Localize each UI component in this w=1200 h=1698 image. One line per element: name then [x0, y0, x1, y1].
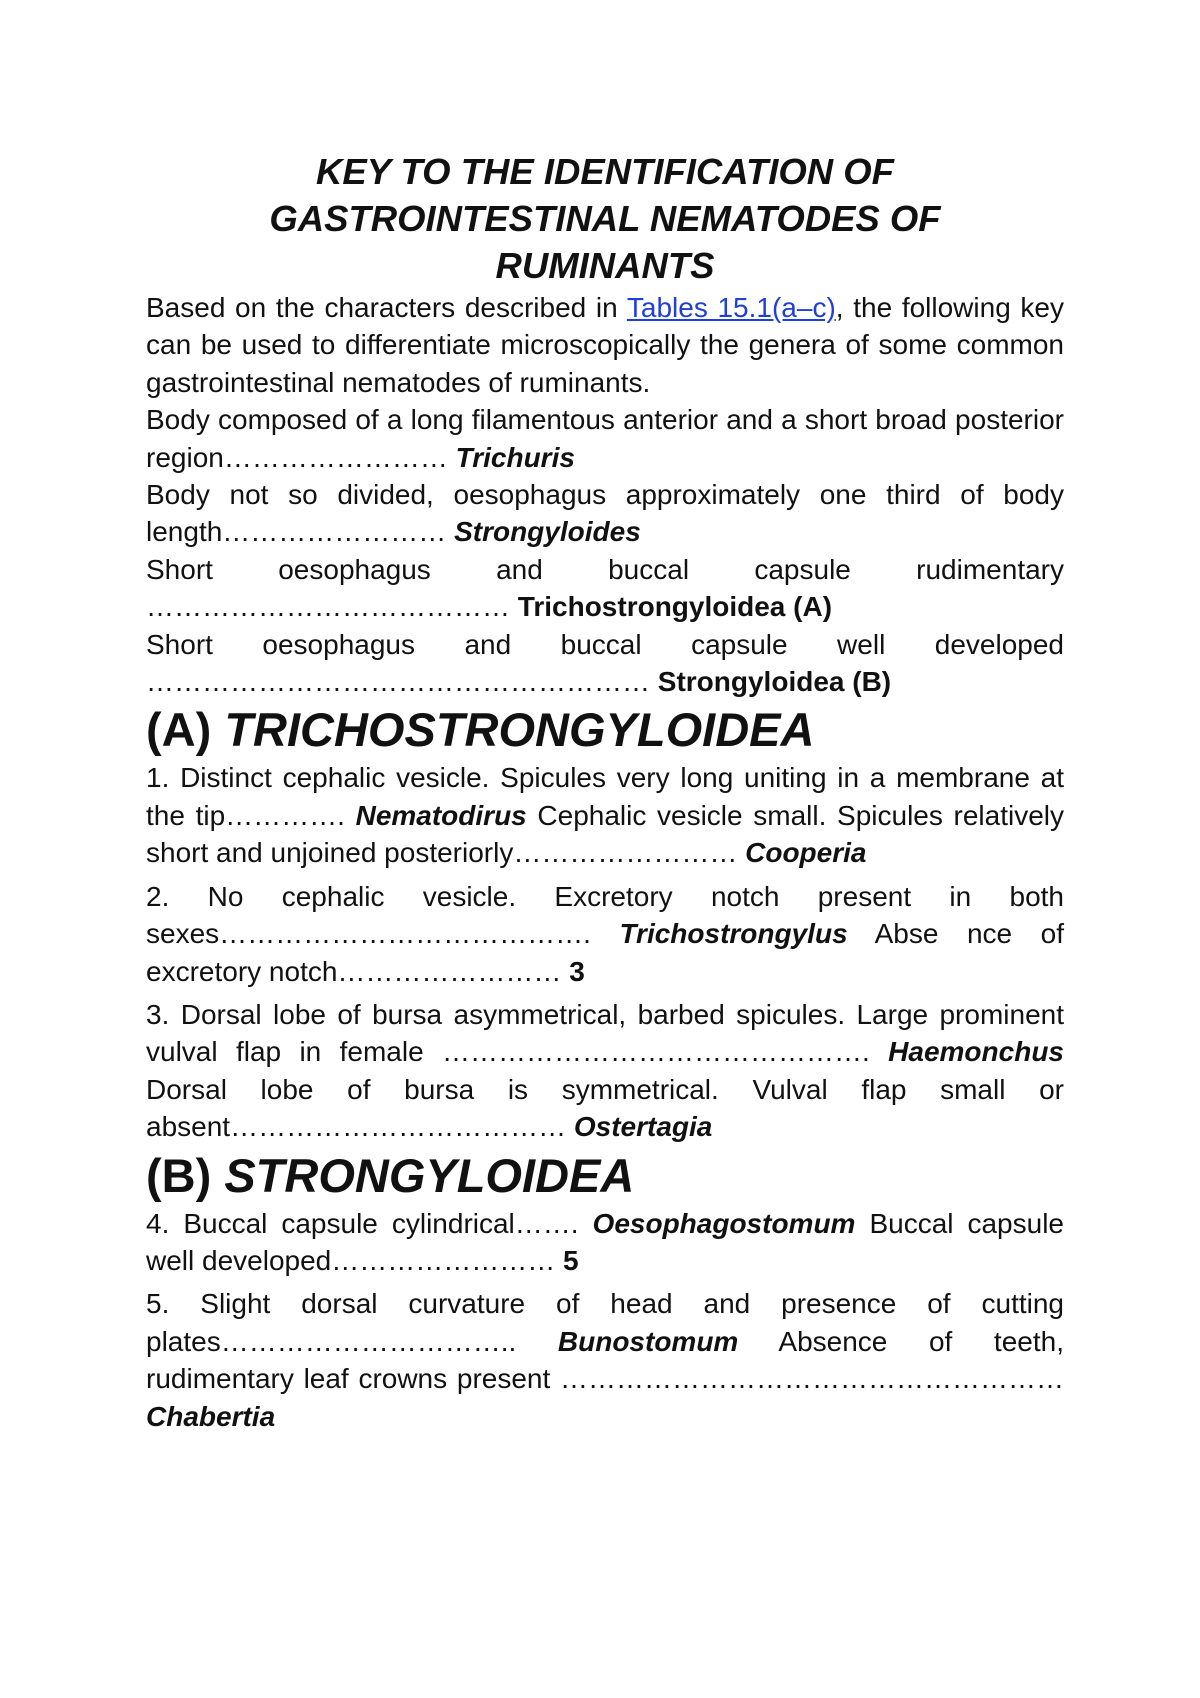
key-entry-text: Body composed of a long filamentous anterior and a short broad posterior region……………………	[146, 404, 1064, 473]
section-a-prefix: (A)	[146, 703, 225, 757]
key-item-result: Oesophagostomum	[592, 1207, 856, 1239]
section-heading-b	[146, 1148, 1064, 1204]
key-item-result: Chabertia	[146, 1400, 276, 1432]
key-item-result: 5	[563, 1244, 579, 1276]
section-b-prefix: (B)	[146, 1148, 225, 1202]
key-entry-result: Strongyloides	[454, 516, 641, 548]
key-entry-text: Short oesophagus and buccal capsule rudimentary …………………………………	[146, 553, 1064, 623]
key-item-text: 3. Dorsal lobe of bursa asymmetrical, barbed spicules. Large prominent vulval flap in female ……………………………………….	[146, 998, 1064, 1068]
section-a-name: TRICHOSTRONGYLOIDEA	[224, 703, 815, 757]
section-b-name: STRONGYLOIDEA	[224, 1148, 635, 1202]
key-item-3	[146, 996, 1064, 1146]
key-entry-result: Trichuris	[455, 441, 575, 473]
key-item-text: Dorsal lobe of bursa is symmetrical. Vulval flap small or absent………………………………	[146, 1073, 1064, 1143]
intro-text-start: Based on the characters described in	[146, 292, 627, 323]
key-entry	[146, 626, 1064, 701]
key-entry-result: Strongyloidea (B)	[657, 666, 892, 698]
key-item-4	[146, 1205, 1064, 1280]
key-item-text: Buccal capsule well developed……………………	[146, 1207, 1064, 1276]
title-line-3: RUMINANTS	[495, 245, 715, 286]
key-entry	[146, 551, 1064, 626]
intro-paragraph	[146, 289, 1064, 401]
key-item-result: Cooperia	[745, 837, 867, 869]
document-title	[146, 148, 1064, 289]
key-entry	[146, 476, 1064, 551]
section-heading-a	[146, 702, 1064, 758]
key-item-text: Abse nce of excretory notch……………………	[146, 918, 1064, 987]
key-item-result: 3	[569, 955, 585, 987]
key-item-1	[146, 759, 1064, 871]
key-item-result: Ostertagia	[573, 1111, 713, 1143]
document-page	[146, 148, 1064, 1435]
key-item-text: 2. No cephalic vesicle. Excretory notch present in both sexes………………………………….	[146, 880, 1064, 950]
title-line-1: KEY TO THE IDENTIFICATION OF	[316, 151, 894, 192]
key-item-text: Absence of teeth, rudimentary leaf crowns present ………………………………………………	[146, 1325, 1064, 1395]
key-item-text: 1. Distinct cephalic vesicle. Spicules very long uniting in a membrane at the tip………….	[146, 762, 1064, 831]
tables-link[interactable]: Tables 15.1(a–c)	[626, 292, 836, 323]
key-entry-text: Body not so divided, oesophagus approximately one third of body length……………………	[146, 479, 1064, 548]
key-item-5	[146, 1285, 1064, 1435]
key-item-text: 4. Buccal capsule cylindrical…….	[146, 1207, 593, 1239]
key-item-result: Nematodirus	[355, 799, 527, 831]
key-entry	[146, 401, 1064, 476]
key-item-2	[146, 878, 1064, 990]
key-item-result: Bunostomum	[557, 1325, 739, 1357]
key-entry-result: Trichostrongyloidea (A)	[517, 591, 833, 623]
key-entry-text: Short oesophagus and buccal capsule well developed ………………………………………………	[146, 628, 1064, 698]
intro-text-end: , the following key can be used to differentiate microscopically the genera of some common gastrointestinal nematodes of ruminants.	[146, 292, 1065, 398]
key-item-result: Trichostrongylus	[619, 918, 848, 950]
key-item-text: 5. Slight dorsal curvature of head and presence of cutting plates…………………………..	[146, 1288, 1064, 1357]
key-item-result: Haemonchus	[888, 1036, 1064, 1068]
key-item-text: Cephalic vesicle small. Spicules relatively short and unjoined posteriorly……………………	[146, 799, 1064, 869]
title-line-2: GASTROINTESTINAL NEMATODES OF	[269, 198, 941, 239]
